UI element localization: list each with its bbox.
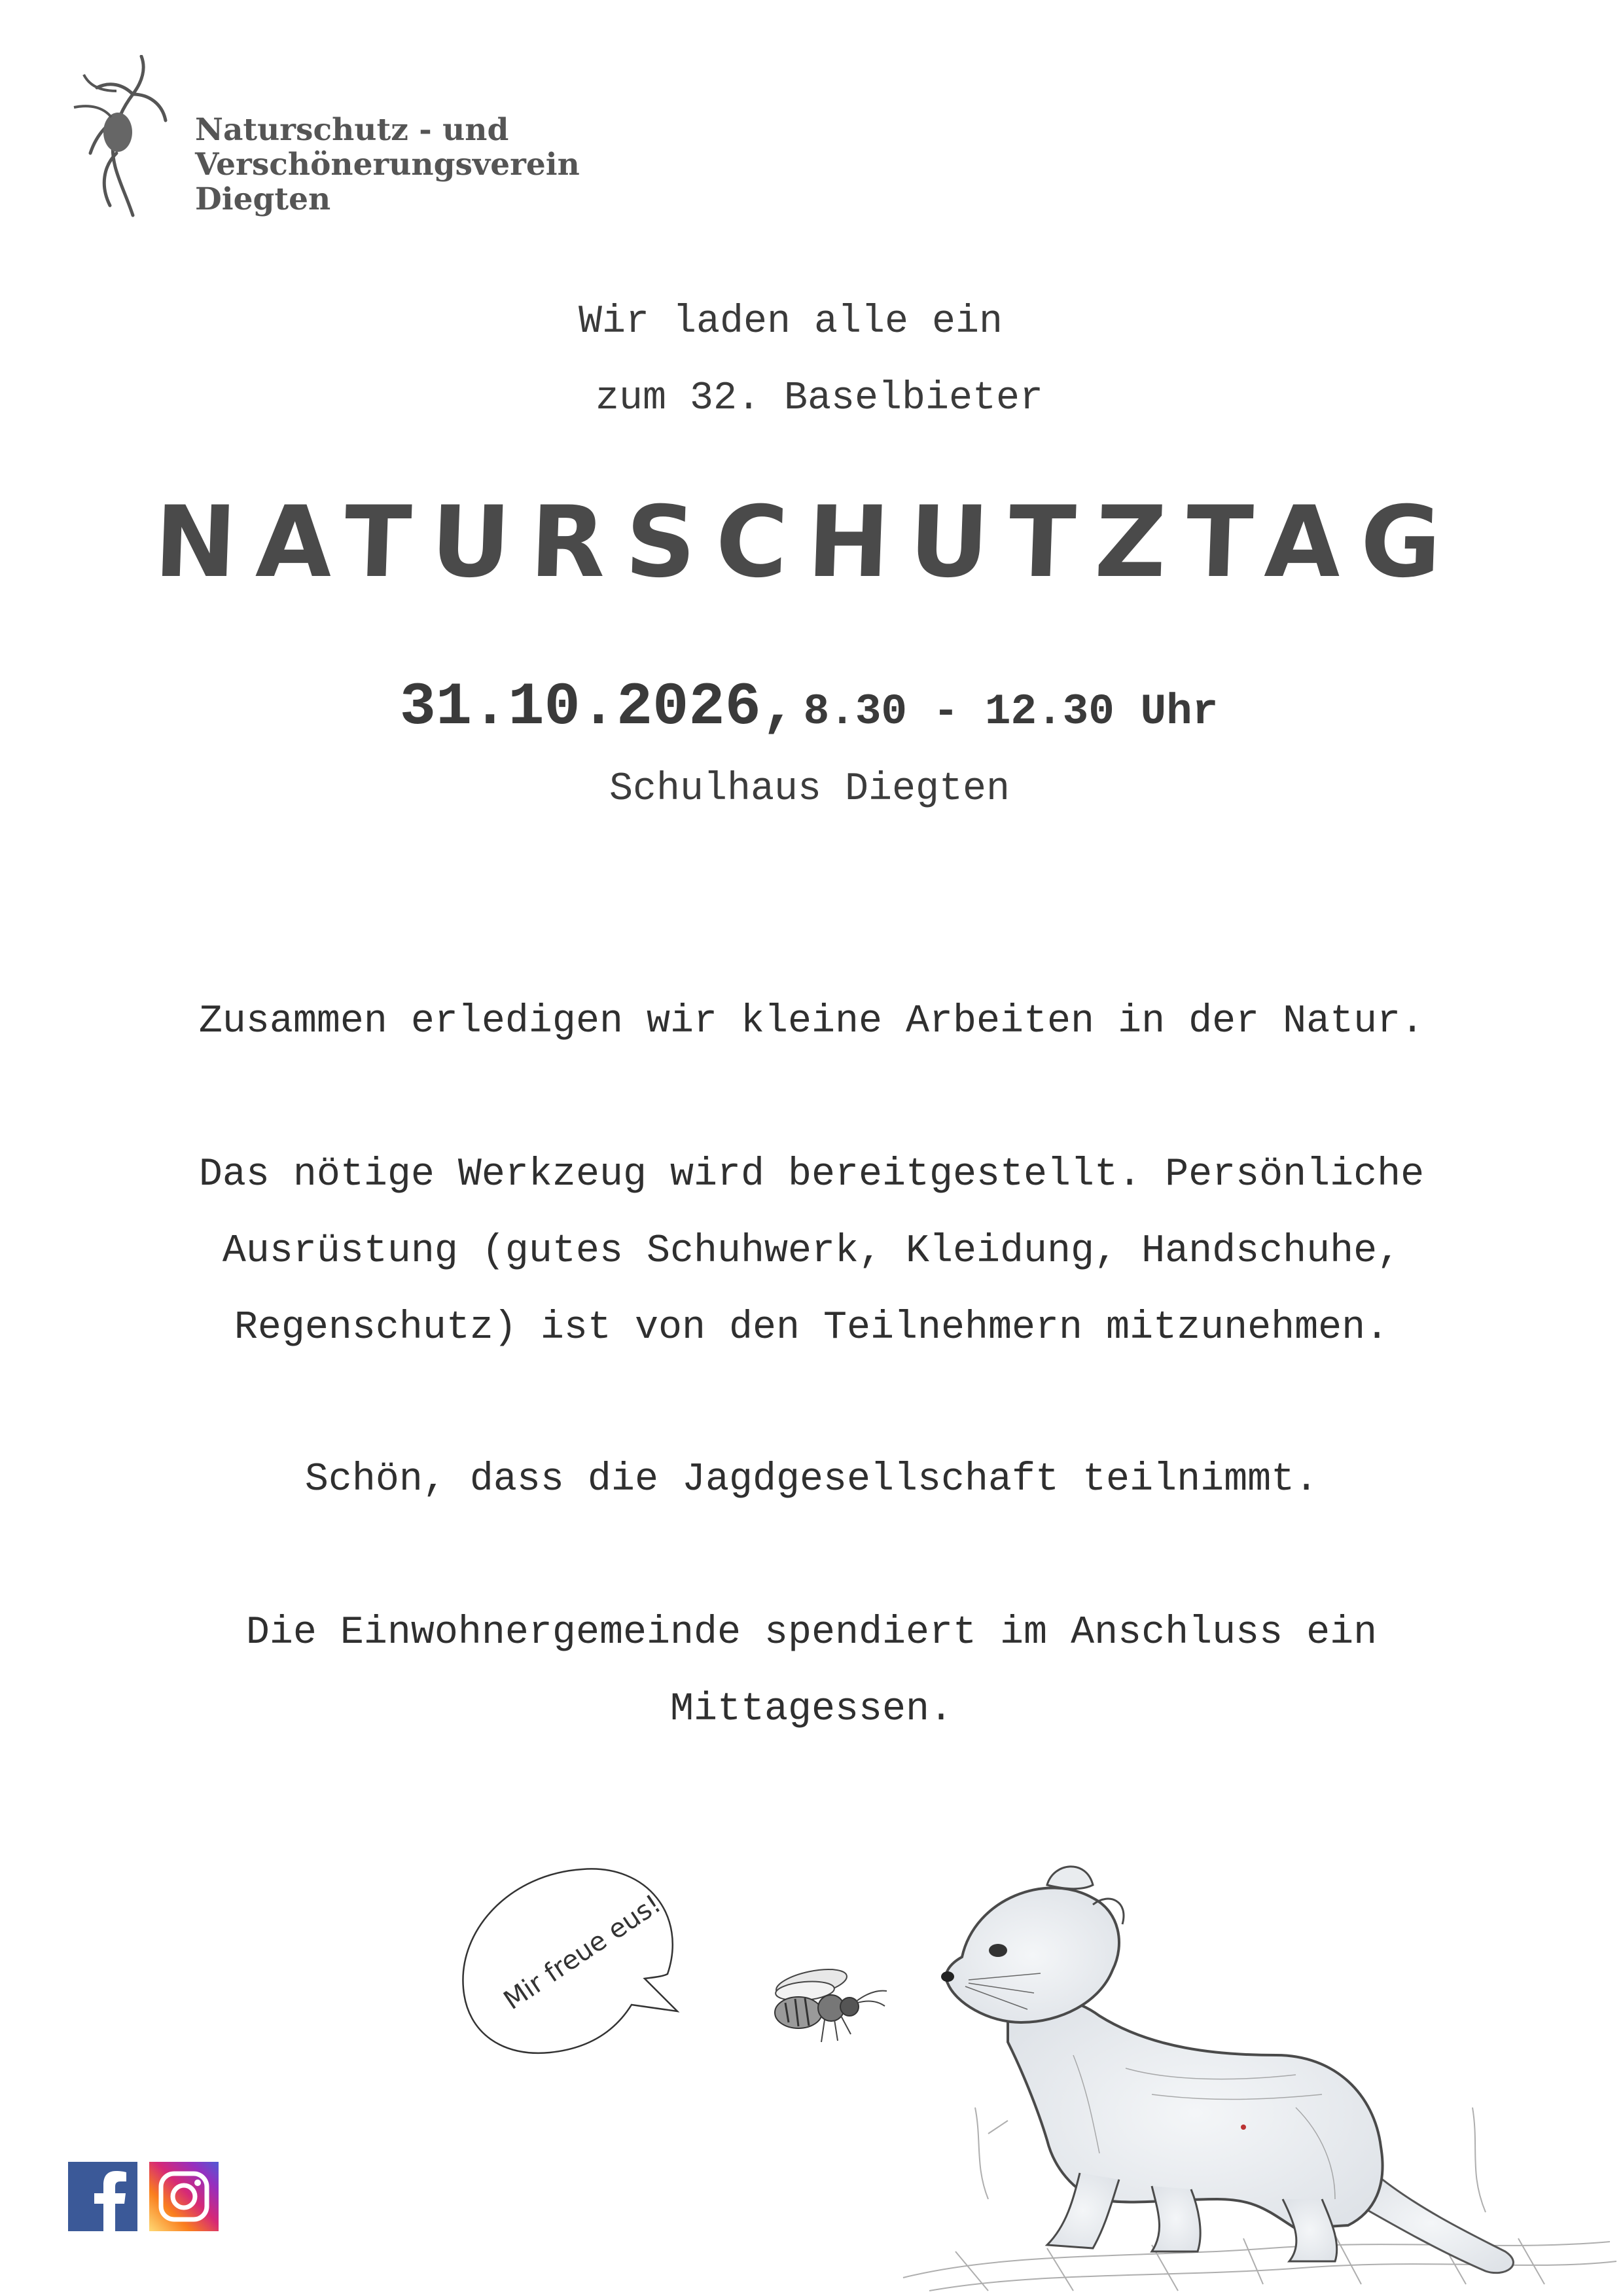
paragraph-work [0,984,1623,1060]
org-name-line-2: Verschönerungsverein [195,147,580,183]
weasel-icon [877,1859,1623,2296]
instagram-icon[interactable] [149,2162,219,2231]
paragraph-line: Ausrüstung (gutes Schuhwerk, Kleidung, Handschuhe, [222,1229,1401,1274]
org-name-line-3: Diegten [195,181,331,217]
event-title: NATURSCHUTZTAG [152,486,1463,600]
org-name-line-1: Naturschutz - und [195,112,509,148]
orchid-icon [71,55,169,219]
bee-icon [759,1950,890,2049]
event-date: 31.10.2026, [399,673,797,742]
paragraph-equipment [0,1137,1623,1367]
paragraph-hunting-society [0,1442,1623,1518]
facebook-icon[interactable] [68,2162,137,2231]
invitation-line-1: Wir laden alle ein [578,300,1003,344]
paragraph-line: Das nötige Werkzeug wird bereitgestellt. Persönliche [198,1153,1425,1197]
invitation-line-2: zum 32. Baselbieter [595,376,1044,421]
event-time: 8.30 - 12.30 Uhr [803,687,1219,736]
organization-name [195,113,580,217]
paragraph-lunch [0,1595,1623,1748]
paragraph-line: Mittagessen. [669,1687,954,1732]
paragraph-line: Zusammen erledigen wir kleine Arbeiten in der Natur. [198,999,1425,1044]
paragraph-line: Die Einwohnergemeinde spendiert im Anschluss ein [245,1611,1378,1655]
paragraph-line: Schön, dass die Jagdgesellschaft teilnimmt. [304,1458,1319,1502]
speech-bubble-text: Mir freue eus! [498,1889,667,2016]
event-location: Schulhaus Diegten [609,767,1010,812]
event-datetime [0,673,1620,742]
paragraph-line: Regenschutz) ist von den Teilnehmern mitzunehmen. [234,1306,1389,1350]
